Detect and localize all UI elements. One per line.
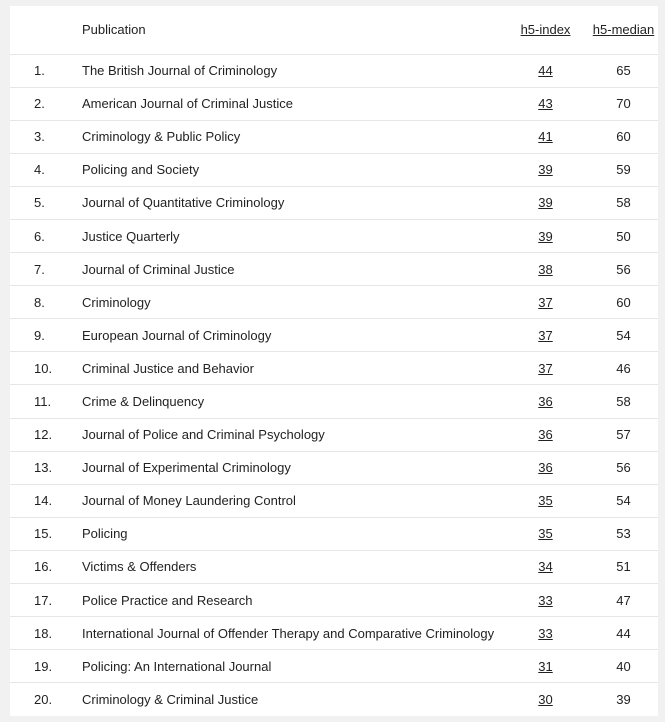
publication-name: Criminology & Criminal Justice — [82, 692, 259, 708]
h5-index-link[interactable]: 37 — [538, 294, 553, 310]
h5-median-value: 56 — [616, 460, 631, 476]
table-row — [10, 87, 658, 120]
h5-index-cell — [502, 253, 589, 286]
h5-index-cell — [502, 451, 589, 484]
h5-index-cell — [502, 54, 589, 87]
table-row — [10, 418, 658, 451]
table-row — [10, 319, 658, 352]
table-row — [10, 120, 658, 153]
row-rank: 18. — [34, 625, 53, 641]
table-row — [10, 186, 658, 219]
h5-median-value: 70 — [616, 96, 631, 112]
row-rank: 1. — [34, 63, 45, 79]
row-rank: 15. — [34, 526, 53, 542]
h5-index-link[interactable]: 39 — [538, 195, 553, 211]
row-rank: 20. — [34, 692, 53, 708]
row-rank: 13. — [34, 460, 53, 476]
h5-index-link[interactable]: 36 — [538, 427, 553, 443]
row-rank: 19. — [34, 658, 53, 674]
row-rank: 14. — [34, 493, 53, 509]
h5-index-link[interactable]: 33 — [538, 625, 553, 641]
h5-median-value: 53 — [616, 526, 631, 542]
h5-index-cell — [502, 484, 589, 517]
h5-index-link[interactable]: 41 — [538, 129, 553, 145]
table-row — [10, 584, 658, 617]
h5-median-value: 54 — [616, 327, 631, 343]
publication-name: The British Journal of Criminology — [82, 63, 278, 79]
h5-index-link[interactable]: 34 — [538, 559, 553, 575]
table-row — [10, 650, 658, 683]
h5-index-link[interactable]: 38 — [538, 261, 553, 277]
table-header-row — [10, 6, 658, 54]
row-rank: 3. — [34, 129, 45, 145]
table-row — [10, 153, 658, 186]
h5-index-cell — [502, 120, 589, 153]
row-rank: 12. — [34, 427, 53, 443]
publications-table — [10, 6, 658, 716]
h5-index-link[interactable]: 33 — [538, 592, 553, 608]
h5-median-value: 54 — [616, 493, 631, 509]
h5-index-cell — [502, 584, 589, 617]
table-row — [10, 517, 658, 550]
h5-index-cell — [502, 319, 589, 352]
publication-name: Journal of Quantitative Criminology — [82, 195, 285, 211]
publication-name: Police Practice and Research — [82, 592, 253, 608]
h5-index-link[interactable]: 43 — [538, 96, 553, 112]
row-rank: 4. — [34, 162, 45, 178]
h5-index-cell — [502, 385, 589, 418]
h5-median-value: 60 — [616, 294, 631, 310]
publication-name: Journal of Money Laundering Control — [82, 493, 296, 509]
h5-median-value: 39 — [616, 692, 631, 708]
publication-name: Justice Quarterly — [82, 228, 180, 244]
h5-median-value: 58 — [616, 195, 631, 211]
publication-name: Criminology & Public Policy — [82, 129, 241, 145]
h5-index-link[interactable]: 35 — [538, 526, 553, 542]
h5-median-value: 50 — [616, 228, 631, 244]
h5-index-cell — [502, 517, 589, 550]
h5-median-value: 40 — [616, 658, 631, 674]
publication-name: Crime & Delinquency — [82, 393, 205, 409]
table-row — [10, 54, 658, 87]
table-row — [10, 484, 658, 517]
h5-index-link[interactable]: 44 — [538, 63, 553, 79]
h5-index-cell — [502, 550, 589, 583]
h5-index-link[interactable]: 39 — [538, 228, 553, 244]
h5-index-link[interactable]: 39 — [538, 162, 553, 178]
table-row — [10, 352, 658, 385]
publication-name: European Journal of Criminology — [82, 327, 272, 343]
h5-index-link[interactable]: 36 — [538, 460, 553, 476]
publication-column-header: Publication — [82, 22, 146, 38]
h5-index-link[interactable]: 37 — [538, 360, 553, 376]
h5-index-link[interactable]: 37 — [538, 327, 553, 343]
h5-median-value: 58 — [616, 393, 631, 409]
h5-index-cell — [502, 87, 589, 120]
h5-index-link[interactable]: 36 — [538, 393, 553, 409]
publication-name: Journal of Experimental Criminology — [82, 460, 291, 476]
h5-median-value: 51 — [616, 559, 631, 575]
publication-name: Journal of Criminal Justice — [82, 261, 235, 277]
row-rank: 6. — [34, 228, 45, 244]
row-rank: 17. — [34, 592, 53, 608]
h5-index-cell — [502, 352, 589, 385]
h5-index-link[interactable]: 35 — [538, 493, 553, 509]
h5-index-cell — [502, 153, 589, 186]
h5-median-value: 60 — [616, 129, 631, 145]
row-rank: 16. — [34, 559, 53, 575]
h5-index-cell — [502, 286, 589, 319]
table-row — [10, 385, 658, 418]
table-row — [10, 550, 658, 583]
h5-median-value: 59 — [616, 162, 631, 178]
publication-name: Criminology — [82, 294, 151, 310]
h5-index-cell — [502, 683, 589, 716]
publication-name: Policing: An International Journal — [82, 658, 272, 674]
table-row — [10, 683, 658, 716]
table-row — [10, 286, 658, 319]
h5-index-link[interactable]: 30 — [538, 692, 553, 708]
h5-index-cell — [502, 219, 589, 252]
h5-index-cell — [502, 650, 589, 683]
h5-index-cell — [502, 617, 589, 650]
row-rank: 10. — [34, 360, 53, 376]
publication-name: Policing and Society — [82, 162, 200, 178]
row-rank: 11. — [34, 393, 52, 409]
publication-name: International Journal of Offender Therapy and Comparative Criminology — [82, 625, 495, 641]
table-body — [10, 54, 658, 716]
h5-median-value: 65 — [616, 63, 631, 79]
rank-column-header — [10, 6, 82, 54]
h5-index-link[interactable]: 31 — [538, 658, 553, 674]
publication-name: Victims & Offenders — [82, 559, 197, 575]
row-rank: 5. — [34, 195, 45, 211]
row-rank: 2. — [34, 96, 45, 112]
h5-median-value: 57 — [616, 427, 631, 443]
h5-median-value: 47 — [616, 592, 631, 608]
h5-median-value: 46 — [616, 360, 631, 376]
publication-name: American Journal of Criminal Justice — [82, 96, 293, 112]
h5-index-sort-header[interactable]: h5-index — [520, 22, 571, 38]
publication-name: Journal of Police and Criminal Psychology — [82, 427, 325, 443]
row-rank: 7. — [34, 261, 45, 277]
publication-name: Policing — [82, 526, 128, 542]
h5-median-value: 56 — [616, 261, 631, 277]
table-row — [10, 451, 658, 484]
h5-median-value: 44 — [616, 625, 631, 641]
table-row — [10, 219, 658, 252]
results-card — [10, 6, 658, 716]
row-rank: 9. — [34, 327, 45, 343]
table-row — [10, 253, 658, 286]
publication-name: Criminal Justice and Behavior — [82, 360, 254, 376]
h5-index-cell — [502, 418, 589, 451]
row-rank: 8. — [34, 294, 45, 310]
table-row — [10, 617, 658, 650]
h5-index-cell — [502, 186, 589, 219]
h5-median-sort-header[interactable]: h5-median — [592, 22, 655, 38]
